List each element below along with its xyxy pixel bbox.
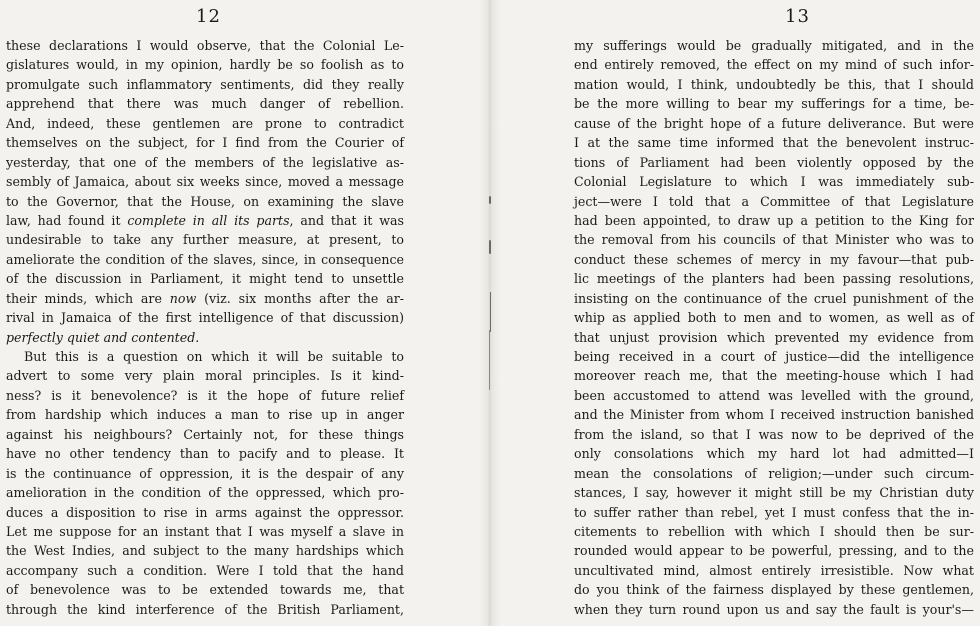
text-line: the West Indies, and subject to the many hardships which	[6, 543, 404, 559]
text-line: Let me suppose for an instant that I was myself a slave in	[6, 523, 404, 539]
text-line: end entirely removed, the effect on my mind of such infor-	[574, 57, 974, 73]
text-line: to suffer rather than rebel, yet I must confess that the in-	[574, 504, 974, 520]
emphasis-text: now	[169, 290, 197, 306]
text-line: cause of the bright hope of a future deliverance. But were	[574, 115, 974, 131]
text-line: promulgate such inflammatory sentiments, did they really	[6, 76, 404, 92]
text-line: be the more willing to bear my sufferings for a time, be-	[574, 96, 974, 112]
text-line: that unjust provision which prevented my evidence from	[574, 329, 974, 345]
text-line: ject—were I told that a Committee of that Legislature	[574, 193, 974, 209]
text-line: mean the consolations of religion;—under such circum-	[574, 465, 974, 481]
text-line: and the Minister from whom I received instruction banished	[574, 407, 974, 423]
text-line: moreover reach me, that the meeting-house which I had	[574, 368, 974, 384]
binding-thread-mark	[489, 240, 491, 254]
binding-thread-mark	[489, 330, 490, 390]
text-line: against his neighbours? Certainly not, for these things	[6, 426, 404, 442]
text-line: being received in a court of justice—did the intelligence	[574, 349, 974, 364]
page-text	[574, 36, 974, 619]
text-line: conduct these schemes of mercy in my favour—that pub-	[574, 251, 974, 267]
text-line: ameliorate the condition of the slaves, since, in consequence	[6, 251, 404, 267]
page-number: 13	[785, 6, 810, 27]
text-line: do you think of the fairness displayed by these gentlemen,	[574, 582, 974, 598]
text-line: yesterday, that one of the members of the legislative as-	[6, 154, 404, 170]
text-line: undesirable to take any further measure, at present, to	[6, 232, 404, 248]
text-line: apprehend that there was much danger of rebellion.	[6, 96, 404, 112]
text-line: gislatures would, in my opinion, hardly be so foolish as to	[6, 57, 404, 73]
text-line: Colonial Legislature to which I was immediately sub-	[574, 174, 974, 190]
text-line: citements to rebellion with which I should then be sur-	[574, 523, 974, 539]
text-line: insisting on the continuance of the cruel punishment of the	[574, 290, 974, 306]
text-line: is the continuance of oppression, it is the despair of any	[6, 465, 404, 481]
left-page	[0, 0, 480, 626]
text-line: of benevolence was to be extended towards me, that	[6, 582, 404, 598]
text-line: whip as applied both to men and to women, as well as of	[574, 310, 974, 326]
text-line: rounded would appear to be powerful, pressing, and to the	[574, 543, 974, 559]
text-line: tions of Parliament had been violently opposed by the	[574, 154, 974, 170]
text-line: lic meetings of the planters had been passing resolutions,	[574, 271, 974, 287]
binding-thread-mark	[490, 292, 491, 332]
text-line: their minds, which are now (viz. six months after the ar-	[6, 290, 404, 306]
text-line: to the Governor, that the House, on examining the slave	[6, 193, 404, 209]
text-line: law, had found it complete in all its parts, and that it was	[6, 212, 404, 228]
right-page	[500, 0, 980, 626]
text-line: rival in Jamaica of the first intelligence of that discussion)	[6, 310, 404, 326]
binding-thread-mark	[489, 196, 491, 204]
text-line: of the discussion in Parliament, it might tend to unsettle	[6, 271, 404, 287]
text-line: have no other tendency than to pacify and to please. It	[6, 446, 404, 462]
text-line: from hardship which induces a man to rise up in anger	[6, 407, 404, 423]
text-line: stances, I say, however it might still be my Christian duty	[574, 485, 974, 501]
text-line: advert to some very plain moral principles. Is it kind-	[6, 368, 404, 384]
text-line: mation would, I think, undoubtedly be this, that I should	[574, 76, 974, 92]
text-line: ness? is it benevolence? is it the hope of future relief	[6, 387, 404, 403]
paragraph-start-line: But this is a question on which it will be suitable to	[24, 349, 404, 364]
text-line: sembly of Jamaica, about six weeks since, moved a message	[6, 174, 404, 190]
text-line: through the kind interference of the British Parliament,	[6, 601, 404, 617]
text-line: I at the same time informed that the benevolent instruc-	[574, 135, 974, 151]
text-line: these declarations I would observe, that the Colonial Le-	[6, 38, 404, 53]
text-line: from the island, so that I was now to be deprived of the	[574, 426, 974, 442]
text-line: had been appointed, to draw up a petition to the King for	[574, 212, 974, 228]
text-line: only consolations which my hard lot had admitted—I	[574, 446, 974, 462]
page-text	[6, 36, 404, 619]
text-line: my sufferings would be gradually mitigated, and in the	[574, 38, 974, 53]
text-line: accompany such a condition. Were I told that the hand	[6, 562, 404, 578]
text-line: the removal from his councils of that Minister who was to	[574, 232, 974, 248]
text-line: themselves on the subject, for I find from the Courier of	[6, 135, 404, 151]
text-line: been accustomed to attend was levelled with the ground,	[574, 387, 974, 403]
text-line: amelioration in the condition of the oppressed, which pro-	[6, 485, 404, 501]
text-line: when they turn round upon us and say the fault is your's—	[574, 601, 974, 617]
text-line: And, indeed, these gentlemen are prone to contradict	[6, 115, 404, 131]
text-line: uncultivated mind, almost entirely irresistible. Now what	[574, 562, 974, 578]
emphasis-text: complete in all its parts	[127, 212, 290, 228]
text-line-italic: perfectly quiet and contented.	[6, 329, 200, 345]
text-line: duces a disposition to rise in arms against the oppressor.	[6, 504, 404, 520]
page-number: 12	[196, 6, 221, 27]
